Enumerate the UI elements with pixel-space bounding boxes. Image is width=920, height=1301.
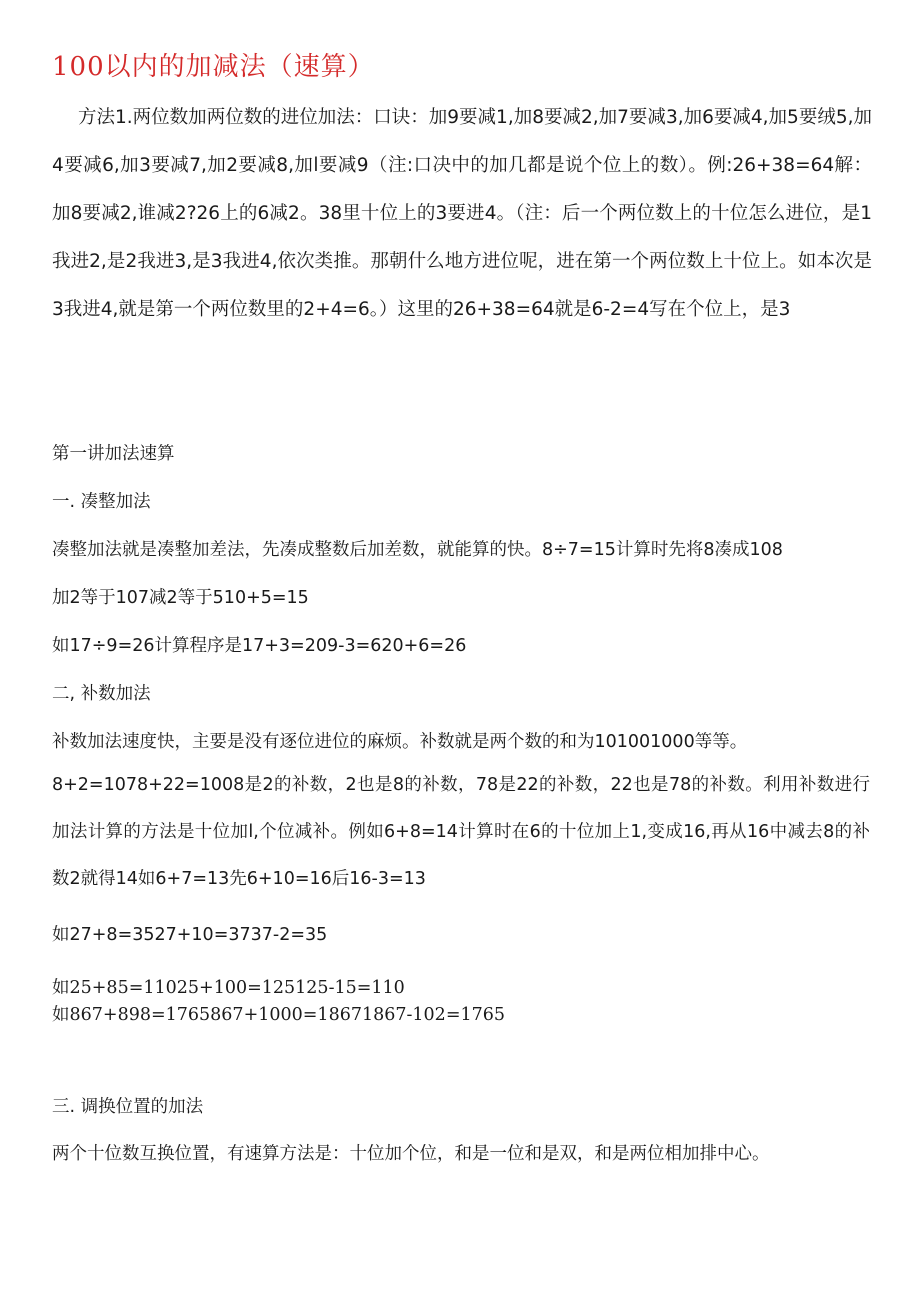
- complement-addition-example: 如867+898=1765867+1000=18671867-102=1765: [52, 1005, 506, 1025]
- rounding-addition-text-line: 加2等于107减2等于510+5=15: [52, 588, 309, 608]
- document-title: 100以内的加减法（速算）: [52, 52, 375, 82]
- complement-addition-paragraph: 8+2=1078+22=1008是2的补数，2也是8的补数，78是22的补数，22也是78的补数。利用补数进行加法计算的方法是十位加l,个位减补。例如6+8=14计算时在6的十位加上1,变成16,再从16中减去8的补数2就得14如6+7=13先6+10=16后16-3=13: [52, 775, 870, 889]
- rounding-addition-text-line: 凑整加法就是凑整加差法，先凑成整数后加差数，就能算的快。8÷7=15计算时先将8凑成108: [52, 540, 783, 560]
- complement-addition-example: 如27+8=3527+10=3737-2=35: [52, 925, 328, 945]
- section-heading-swap-position-addition: 三. 调换位置的加法: [52, 1097, 204, 1117]
- complement-addition-text-line: 补数加法速度快，主要是没有逐位进位的麻烦。补数就是两个数的和为101001000等等。: [52, 732, 748, 752]
- lecture-title: 第一讲加法速算: [52, 444, 175, 464]
- rounding-addition-example: 如17÷9=26计算程序是17+3=209-3=620+6=26: [52, 636, 467, 656]
- section-heading-complement-addition: 二, 补数加法: [52, 684, 151, 704]
- complement-addition-example: 如25+85=11025+100=125125-15=110: [52, 978, 405, 998]
- swap-position-addition-text-line: 两个十位数互换位置，有速算方法是：十位加个位，和是一位和是双，和是两位相加排中心。: [52, 1144, 770, 1164]
- method-intro-paragraph: 方法1.两位数加两位数的进位加法：口诀：加9要减1,加8要减2,加7要减3,加6要减4,加5要绒5,加4要减6,加3要减7,加2要减8,加l要减9（注:口决中的加几都是说个位上的数）。例:26+38=64解：加8要减2,谁减2?26上的6减2。38里十位上的3要进4。（注：后一个两位数上的十位怎么进位，是1我进2,是2我进3,是3我进4,依次类推。那朝什么地方进位呢，进在第一个两位数上十位上。如本次是3我进4,就是第一个两位数里的2+4=6。）这里的26+38=64就是6-2=4写在个位上，是3: [52, 107, 872, 320]
- section-heading-rounding-addition: 一. 凑整加法: [52, 492, 151, 512]
